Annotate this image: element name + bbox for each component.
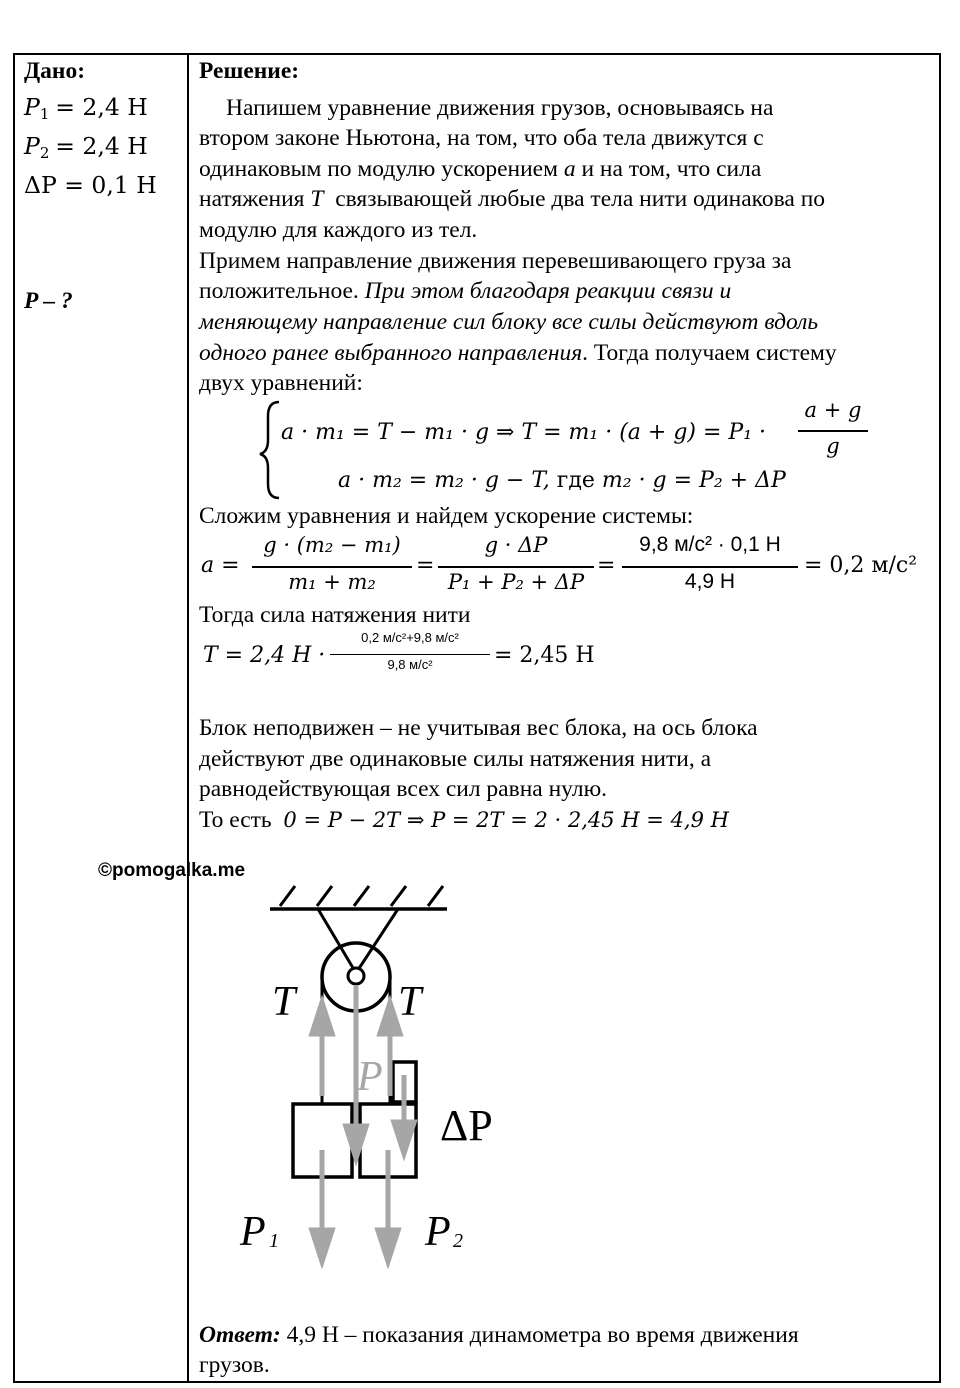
tension-lhs: T = 2,4 Н · <box>203 643 326 668</box>
acc-lhs: a = <box>201 553 240 578</box>
para5-line1: Блок неподвижен – не учитывая вес блока, на ось блока <box>199 715 758 741</box>
given-p1: $P_1 = 2,4$ Н <box>24 93 148 123</box>
para1-line3: одинаковым по модулю ускорением a и на том, что сила <box>199 156 762 182</box>
system-eq1: a · m₁ = T − m₁ · g ⇒ T = m₁ · (a + g) = P₁ · <box>281 420 767 445</box>
para1-line1: Напишем уравнение движения грузов, основываясь на <box>226 95 774 121</box>
label-t-right: T <box>398 979 422 1025</box>
acc-equals-1: = <box>416 553 435 578</box>
tension-fraction: 0,2 м/с²+9,8 м/с² 9,8 м/с² <box>330 630 490 684</box>
system-eq2: a · m₂ = m₂ · g − T, где m₂ · g = P₂ + ΔP <box>338 468 786 493</box>
label-dp: ΔP <box>440 1101 493 1150</box>
para6: То есть 0 = P − 2T ⇒ P = 2T = 2 · 2,45 Н = 4,9 Н <box>199 807 729 833</box>
ceiling-hatching <box>280 886 443 906</box>
given-dp: ΔP = 0,1 Н <box>24 171 157 199</box>
given-header: Дано: <box>24 58 86 84</box>
label-p2-sub: 2 <box>453 1230 463 1252</box>
label-p2: P <box>425 1209 451 1255</box>
solution-header: Решение: <box>199 58 300 84</box>
answer-line1: Ответ: 4,9 Н – показания динамометра во время движения <box>199 1322 799 1348</box>
para2-line4: одного ранее выбранного направления. Тогда получаем систему <box>199 340 837 366</box>
para5-line2: действуют две одинаковые силы натяжения нити, а <box>199 746 712 772</box>
para2-line2: положительное. При этом благодаря реакции связи и <box>199 278 732 304</box>
watermark: ©pomogalka.me <box>98 860 246 881</box>
system-brace <box>260 402 279 498</box>
label-p1: P <box>240 1209 266 1255</box>
para4: Тогда сила натяжения нити <box>199 602 471 628</box>
para2-line1: Примем направление движения перевешивающего груза за <box>199 248 792 274</box>
find-label: P – ? <box>24 288 73 314</box>
acc-equals-2: = <box>597 553 616 578</box>
pulley-axle <box>348 968 364 984</box>
acc-fraction-3: 9,8 м/с² · 0,1 Н 4,9 Н <box>622 533 798 603</box>
tension-rhs: = 2,45 Н <box>494 643 595 668</box>
para3: Сложим уравнения и найдем ускорение системы: <box>199 503 694 529</box>
acc-fraction-1: g · (m₂ − m₁) m₁ + m₂ <box>252 533 412 603</box>
given-p2: $P_2 = 2,4$ Н <box>24 132 148 162</box>
label-p1-sub: 1 <box>269 1230 279 1252</box>
acc-result: = 0,2 м/с² <box>804 553 918 578</box>
system-eq1-fraction: a + g g <box>798 398 868 468</box>
label-t-left: T <box>272 979 296 1025</box>
para1-line4: натяжения T связывающей любые два тела нити одинакова по <box>199 186 826 212</box>
acc-fraction-2: g · ΔP P₁ + P₂ + ΔP <box>438 533 594 603</box>
para5-line3: равнодействующая всех сил равна нулю. <box>199 776 608 802</box>
answer-line2: грузов. <box>199 1352 270 1378</box>
para2-line3: меняющему направление сил блоку все силы действуют вдоль <box>199 309 819 335</box>
para1-line2: втором законе Ньютона, на том, что оба тела движутся с <box>199 125 764 151</box>
para1-line5: модулю для каждого из тел. <box>199 217 478 243</box>
label-p: P <box>357 1054 383 1100</box>
para2-line5: двух уравнений: <box>199 370 363 396</box>
